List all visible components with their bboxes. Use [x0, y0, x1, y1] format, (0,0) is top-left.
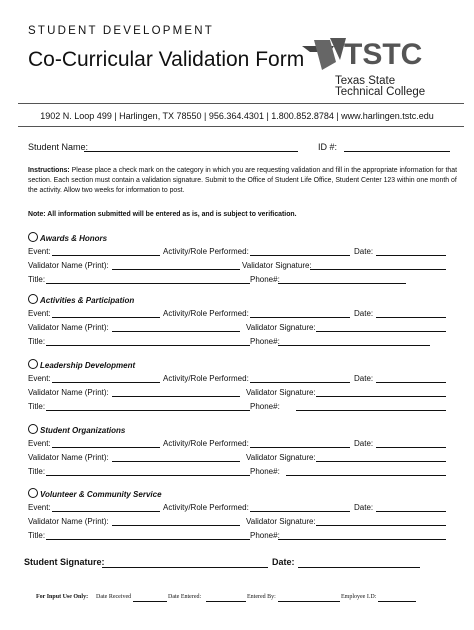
instructions-label: Instructions: — [28, 167, 70, 174]
signature-date-field[interactable] — [298, 567, 420, 568]
validator-signature-label: Validator Signature: — [246, 388, 316, 397]
title-field[interactable] — [46, 410, 250, 411]
entered-by-label: Entered By: — [247, 594, 276, 600]
date-field[interactable] — [376, 382, 446, 383]
phone-label: Phone#: — [250, 275, 280, 284]
department-heading: STUDENT DEVELOPMENT — [28, 25, 214, 37]
phone-label: Phone#: — [250, 531, 280, 540]
section-heading[interactable] — [28, 424, 125, 435]
activity-field[interactable] — [250, 447, 350, 448]
checkbox-circle-icon[interactable] — [28, 424, 38, 434]
student-id-label: ID #: — [318, 142, 338, 152]
title-field[interactable] — [46, 475, 250, 476]
employee-id-field[interactable] — [378, 601, 416, 602]
title-label: Title: — [28, 337, 46, 346]
phone-field[interactable] — [278, 539, 446, 540]
validator-signature-label: Validator Signature: — [246, 453, 316, 462]
phone-field[interactable] — [278, 283, 406, 284]
date-label: Date: — [354, 439, 374, 448]
phone-label: Phone#: — [250, 337, 280, 346]
date-label: Date: — [354, 374, 374, 383]
title-label: Title: — [28, 531, 46, 540]
date-label: Date: — [354, 247, 374, 256]
form-title: Co-Curricular Validation Form — [28, 48, 305, 71]
event-field[interactable] — [52, 255, 160, 256]
event-field[interactable] — [52, 317, 160, 318]
validator-signature-label: Validator Signature: — [246, 517, 316, 526]
signature-date-label: Date: — [272, 557, 295, 567]
header-divider-top — [18, 103, 464, 104]
student-signature-field[interactable] — [102, 567, 268, 568]
section-title: Volunteer & Community Service — [40, 490, 162, 499]
validator-signature-label: Validator Signature: — [246, 323, 316, 332]
section-title: Student Organizations — [40, 426, 126, 435]
phone-label: Phone#: — [250, 402, 280, 411]
event-label: Event: — [28, 247, 51, 256]
activity-field[interactable] — [250, 511, 350, 512]
student-id-field[interactable] — [344, 151, 450, 152]
validator-signature-field[interactable] — [310, 269, 446, 270]
event-label: Event: — [28, 503, 51, 512]
event-label: Event: — [28, 439, 51, 448]
checkbox-circle-icon[interactable] — [28, 488, 38, 498]
event-label: Event: — [28, 309, 51, 318]
phone-label: Phone#: — [250, 467, 280, 476]
validator-name-field[interactable] — [112, 461, 240, 462]
activity-label: Activity/Role Performed: — [163, 309, 249, 318]
validator-name-label: Validator Name (Print): — [28, 323, 109, 332]
validator-name-label: Validator Name (Print): — [28, 388, 109, 397]
validator-signature-label: Validator Signature: — [242, 261, 312, 270]
title-field[interactable] — [46, 345, 250, 346]
logo-subtitle — [335, 76, 425, 98]
title-label: Title: — [28, 275, 46, 284]
date-label: Date: — [354, 309, 374, 318]
validator-name-label: Validator Name (Print): — [28, 453, 109, 462]
student-signature-label: Student Signature: — [24, 557, 105, 567]
title-label: Title: — [28, 467, 46, 476]
date-received-field[interactable] — [133, 601, 167, 602]
logo-subtitle-line2: Technical College — [335, 86, 426, 98]
instructions-body: Please place a check mark on the category in which you are requesting validation and fill in the appropriate information for that section. Each section must contain a validation signature. Submit to the Office of Student Life Office, Student Center 123 within one month of the activity. Allow two weeks for information to post. — [28, 167, 457, 194]
verification-note: Note: All information submitted will be entered as is, and is subject to verification. — [28, 211, 297, 218]
date-received-label: Date Received — [96, 594, 132, 600]
student-name-field[interactable] — [84, 151, 298, 152]
activity-label: Activity/Role Performed: — [163, 503, 249, 512]
event-field[interactable] — [52, 511, 160, 512]
event-label: Event: — [28, 374, 51, 383]
section-title: Leadership Development — [40, 361, 136, 370]
activity-label: Activity/Role Performed: — [163, 247, 249, 256]
activity-field[interactable] — [250, 317, 350, 318]
employee-id-label: Employee I.D: — [341, 594, 377, 600]
header-divider-bottom — [18, 126, 464, 127]
section-title: Awards & Honors — [40, 234, 108, 243]
logo-subtitle-line1: Texas State — [335, 75, 396, 87]
event-field[interactable] — [52, 447, 160, 448]
section-heading[interactable] — [28, 232, 107, 243]
title-field[interactable] — [46, 283, 250, 284]
logo-wordmark: TSTC — [344, 38, 423, 71]
validator-signature-field[interactable] — [316, 396, 446, 397]
address-line: 1902 N. Loop 499 | Harlingen, TX 78550 | 956.364.4301 | 1.800.852.8784 | www.harlingen.tstc.edu — [40, 111, 434, 121]
validator-name-field[interactable] — [112, 396, 240, 397]
title-label: Title: — [28, 402, 46, 411]
checkbox-circle-icon[interactable] — [28, 232, 38, 242]
validator-signature-field[interactable] — [316, 525, 446, 526]
checkbox-circle-icon[interactable] — [28, 294, 38, 304]
title-field[interactable] — [46, 539, 250, 540]
student-name-label: Student Name: — [28, 142, 89, 152]
activity-label: Activity/Role Performed: — [163, 439, 249, 448]
section-heading[interactable] — [28, 359, 135, 370]
activity-field[interactable] — [250, 255, 350, 256]
date-label: Date: — [354, 503, 374, 512]
entered-by-field[interactable] — [278, 601, 340, 602]
event-field[interactable] — [52, 382, 160, 383]
validator-name-field[interactable] — [112, 525, 240, 526]
activity-label: Activity/Role Performed: — [163, 374, 249, 383]
date-entered-field[interactable] — [206, 601, 246, 602]
section-heading[interactable] — [28, 488, 162, 499]
instructions-text — [28, 166, 460, 196]
phone-field[interactable] — [278, 345, 430, 346]
office-use-label: For Input Use Only: — [36, 594, 89, 600]
validator-name-label: Validator Name (Print): — [28, 261, 109, 270]
validator-name-field[interactable] — [112, 331, 240, 332]
section-heading[interactable] — [28, 294, 134, 305]
date-field[interactable] — [376, 447, 446, 448]
checkbox-circle-icon[interactable] — [28, 359, 38, 369]
date-field[interactable] — [376, 317, 446, 318]
validator-signature-field[interactable] — [316, 331, 446, 332]
validator-signature-field[interactable] — [316, 461, 446, 462]
validator-name-field[interactable] — [112, 269, 240, 270]
section-title: Activities & Participation — [40, 296, 135, 305]
phone-field[interactable] — [286, 475, 446, 476]
date-entered-label: Date Entered: — [168, 594, 202, 600]
activity-field[interactable] — [250, 382, 350, 383]
phone-field[interactable] — [296, 410, 446, 411]
date-field[interactable] — [376, 255, 446, 256]
validator-name-label: Validator Name (Print): — [28, 517, 109, 526]
date-field[interactable] — [376, 511, 446, 512]
